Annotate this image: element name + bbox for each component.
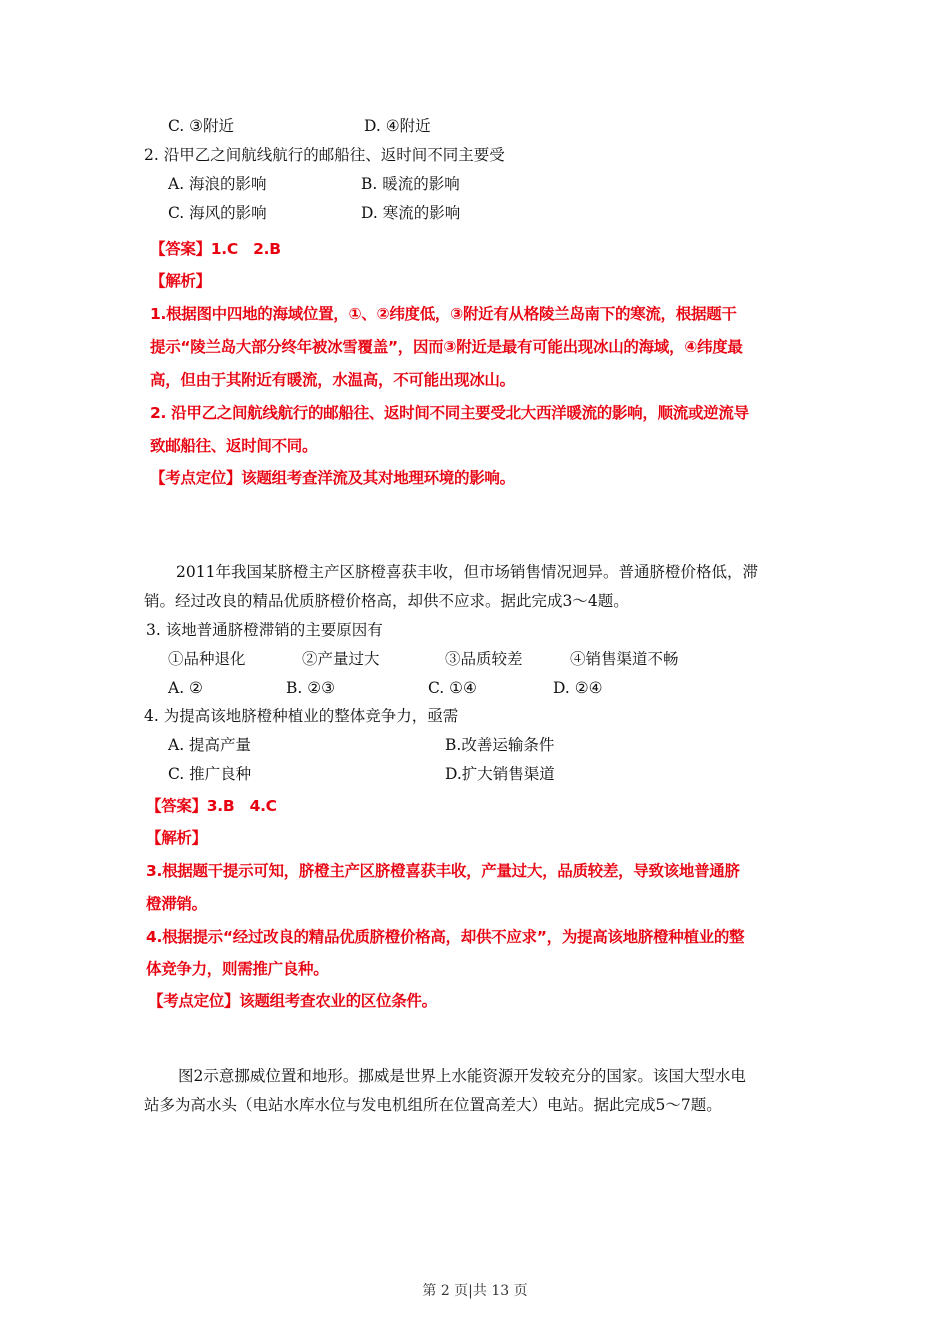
passage-3-line: 图2示意挪威位置和地形。挪威是世界上水能资源开发较充分的国家。该国大型水电 [178, 1067, 746, 1085]
q3-option-c: C. ①④ [428, 679, 477, 697]
passage-2-line: 2011年我国某脐橙主产区脐橙喜获丰收，但市场销售情况迥异。普通脐橙价格低，滞 [176, 563, 758, 581]
answer-1: 【答案】1.C 2.B [150, 240, 281, 258]
analysis-2-line: 橙滞销。 [146, 895, 207, 913]
q4-option-d: D.扩大销售渠道 [445, 765, 555, 783]
q1-option-c: C. ③附近 [168, 117, 235, 135]
answer-2: 【答案】3.B 4.C [146, 797, 277, 815]
knowledge-point-2: 【考点定位】该题组考查农业的区位条件。 [148, 992, 437, 1010]
q2-option-b: B. 暖流的影响 [361, 175, 460, 193]
passage-2-line: 销。经过改良的精品优质脐橙价格高，却供不应求。据此完成3～4题。 [144, 592, 629, 610]
analysis-1-line: 2. 沿甲乙之间航线航行的邮船往、返时间不同主要受北大西洋暖流的影响，顺流或逆流导 [150, 404, 749, 422]
q2-option-d: D. 寒流的影响 [361, 204, 461, 222]
q3-option-d: D. ②④ [553, 679, 603, 697]
q4-option-c: C. 推广良种 [168, 765, 252, 783]
q3-item: ③品质较差 [445, 650, 523, 668]
q3-item: ④销售渠道不畅 [570, 650, 679, 668]
analysis-1-line: 高，但由于其附近有暖流，水温高，不可能出现冰山。 [150, 371, 515, 389]
knowledge-point-1: 【考点定位】该题组考查洋流及其对地理环境的影响。 [150, 469, 515, 487]
analysis-1-label: 【解析】 [150, 272, 211, 290]
q2-stem: 2. 沿甲乙之间航线航行的邮船往、返时间不同主要受 [144, 146, 505, 164]
passage-3-line: 站多为高水头（电站水库水位与发电机组所在位置高差大）电站。据此完成5～7题。 [144, 1096, 722, 1114]
analysis-1-line: 致邮船往、返时间不同。 [150, 437, 318, 455]
q1-option-d: D. ④附近 [364, 117, 431, 135]
q2-option-c: C. 海风的影响 [168, 204, 267, 222]
q3-item: ②产量过大 [302, 650, 380, 668]
analysis-1-line: 提示“陵兰岛大部分终年被冰雪覆盖”，因而③附近是最有可能出现冰山的海域，④纬度最 [150, 338, 743, 356]
q3-option-b: B. ②③ [286, 679, 336, 697]
analysis-1-line: 1.根据图中四地的海域位置，①、②纬度低，③附近有从格陵兰岛南下的寒流，根据题干 [150, 305, 737, 323]
analysis-2-label: 【解析】 [146, 829, 207, 847]
q4-option-b: B.改善运输条件 [445, 736, 555, 754]
analysis-2-line: 体竞争力，则需推广良种。 [146, 960, 329, 978]
page-footer: 第 2 页|共 13 页 [422, 1283, 528, 1299]
analysis-2-line: 4.根据提示“经过改良的精品优质脐橙价格高，却供不应求”，为提高该地脐橙种植业的整 [146, 928, 745, 946]
q3-stem: 3. 该地普通脐橙滞销的主要原因有 [146, 621, 383, 639]
analysis-2-line: 3.根据题干提示可知，脐橙主产区脐橙喜获丰收，产量过大，品质较差，导致该地普通脐 [146, 862, 740, 880]
q2-option-a: A. 海浪的影响 [168, 175, 267, 193]
q3-option-a: A. ② [168, 679, 203, 697]
q3-item: ①品种退化 [168, 650, 246, 668]
q4-stem: 4. 为提高该地脐橙种植业的整体竞争力，亟需 [144, 707, 459, 725]
q4-option-a: A. 提高产量 [168, 736, 252, 754]
